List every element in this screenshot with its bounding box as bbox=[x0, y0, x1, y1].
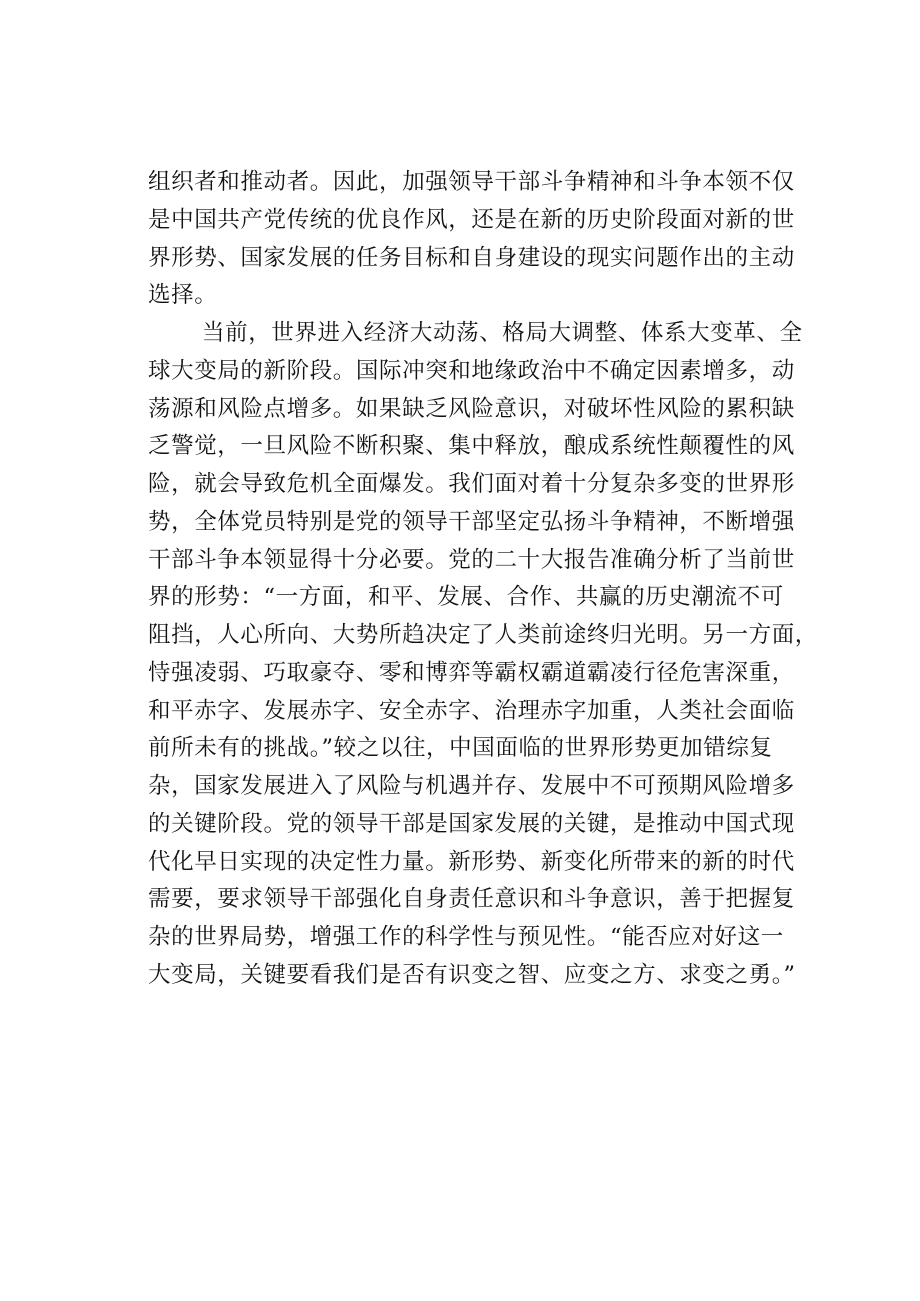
text-line: 代化早日实现的决定性力量。新形势、新变化所带来的新的时代 bbox=[148, 848, 795, 875]
text-line: 阻挡，人心所向、大势所趋决定了人类前途终归光明。另一方面， bbox=[148, 622, 818, 648]
text-line: 需要，要求领导干部强化自身责任意识和斗争意识，善于把握复 bbox=[148, 886, 795, 913]
text-line: 杂，国家发展进入了风险与机遇并存、发展中不可预期风险增多 bbox=[148, 773, 795, 799]
text-line: 界形势、国家发展的任务目标和自身建设的现实问题作出的主动 bbox=[148, 244, 795, 271]
text-line: 险，就会导致危机全面爆发。我们面对着十分复杂多变的世界形 bbox=[148, 471, 795, 497]
text-line: 恃强凌弱、巧取豪夺、零和博弈等霸权霸道霸凌行径危害深重， bbox=[148, 659, 795, 686]
text-line: 前所未有的挑战。”较之以往，中国面临的世界形势更加错综复 bbox=[148, 735, 773, 762]
text-line: 荡源和风险点增多。如果缺乏风险意识，对破坏性风险的累积缺 bbox=[148, 395, 795, 422]
text-line: 和平赤字、发展赤字、安全赤字、治理赤字加重，人类社会面临 bbox=[148, 697, 795, 724]
text-line: 是中国共产党传统的优良作风，还是在新的历史阶段面对新的世 bbox=[148, 206, 795, 233]
paragraph-1 bbox=[148, 164, 824, 315]
text-line: 选择。 bbox=[148, 282, 218, 309]
body-text bbox=[148, 164, 824, 995]
text-line: 球大变局的新阶段。国际冲突和地缘政治中不确定因素增多，动 bbox=[148, 357, 795, 384]
text-line: 乏警觉，一旦风险不断积聚、集中释放，酿成系统性颠覆性的风 bbox=[148, 433, 795, 460]
text-line: 杂的世界局势，增强工作的科学性与预见性。“能否应对好这一 bbox=[148, 924, 784, 950]
paragraph-2 bbox=[148, 315, 824, 995]
text-line: 大变局，关键要看我们是否有识变之智、应变之方、求变之勇。” bbox=[148, 961, 796, 988]
text-line: 界的形势：“一方面，和平、发展、合作、共赢的历史潮流不可 bbox=[148, 584, 784, 611]
text-line: 干部斗争本领显得十分必要。党的二十大报告准确分析了当前世 bbox=[148, 546, 795, 573]
text-line: 组织者和推动者。因此，加强领导干部斗争精神和斗争本领不仅 bbox=[148, 169, 795, 195]
text-line-indented: 当前，世界进入经济大动荡、格局大调整、体系大变革、全 bbox=[202, 320, 803, 346]
text-line: 势，全体党员特别是党的领导干部坚定弘扬斗争精神，不断增强 bbox=[148, 508, 795, 535]
text-line: 的关键阶段。党的领导干部是国家发展的关键，是推动中国式现 bbox=[148, 810, 795, 837]
